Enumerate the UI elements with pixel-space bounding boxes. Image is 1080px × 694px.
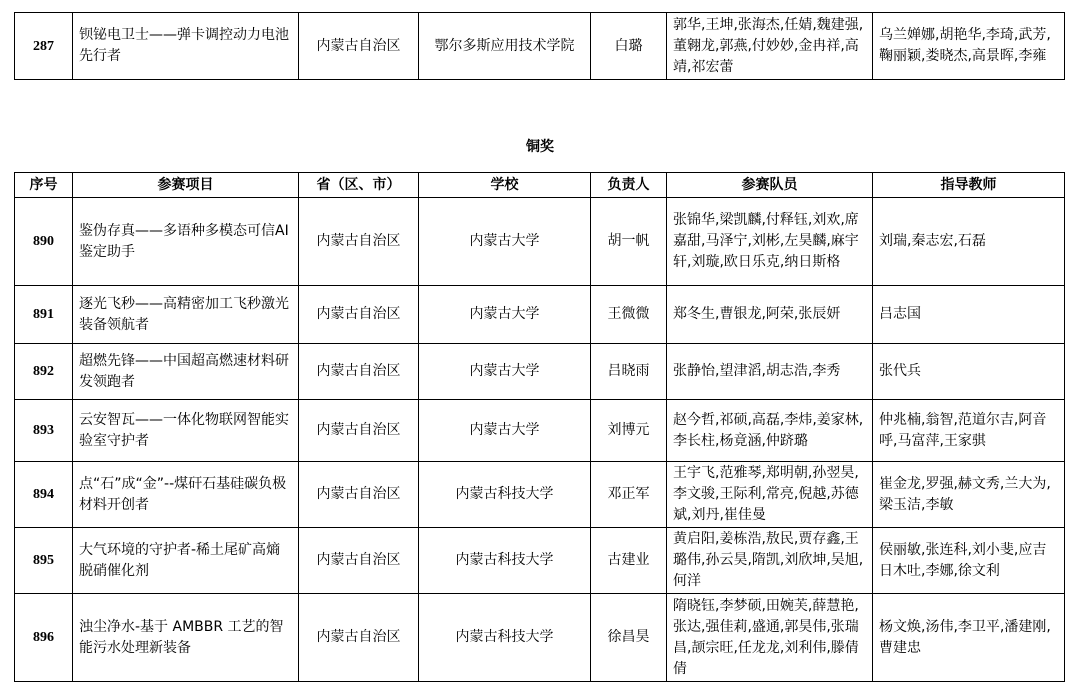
row-number: 890 bbox=[15, 198, 73, 286]
leader: 王微微 bbox=[591, 286, 667, 344]
advisors: 崔金龙,罗强,赫文秀,兰大为,梁玉洁,李敏 bbox=[873, 462, 1065, 528]
header-school: 学校 bbox=[419, 173, 591, 198]
leader: 邓正军 bbox=[591, 462, 667, 528]
advisors: 杨文焕,汤伟,李卫平,潘建刚,曹建忠 bbox=[873, 594, 1065, 682]
school: 内蒙古科技大学 bbox=[419, 528, 591, 594]
province: 内蒙古自治区 bbox=[299, 462, 419, 528]
team-members: 郭华,王坤,张海杰,任婧,魏建强,董翱龙,郭燕,付妙妙,金冉祥,高靖,祁宏蕾 bbox=[667, 13, 873, 80]
province: 内蒙古自治区 bbox=[299, 400, 419, 462]
header-leader: 负责人 bbox=[591, 173, 667, 198]
table-row bbox=[15, 198, 1065, 286]
project-name: 鉴伪存真——多语种多模态可信AI 鉴定助手 bbox=[73, 198, 299, 286]
school: 内蒙古大学 bbox=[419, 344, 591, 400]
leader: 古建业 bbox=[591, 528, 667, 594]
table-header-row bbox=[15, 173, 1065, 198]
table-row bbox=[15, 286, 1065, 344]
advisors: 乌兰婵娜,胡艳华,李琦,武芳,鞠丽颖,娄晓杰,高景晖,李雍 bbox=[873, 13, 1065, 80]
province: 内蒙古自治区 bbox=[299, 594, 419, 682]
team-members: 王宇飞,范雅琴,郑明朝,孙翌昊,李文骏,王际利,常亮,倪越,苏德斌,刘丹,崔佳曼 bbox=[667, 462, 873, 528]
leader: 白璐 bbox=[591, 13, 667, 80]
table-row bbox=[15, 594, 1065, 682]
leader: 刘博元 bbox=[591, 400, 667, 462]
header-province: 省（区、市） bbox=[299, 173, 419, 198]
school: 内蒙古科技大学 bbox=[419, 462, 591, 528]
leader: 徐昌昊 bbox=[591, 594, 667, 682]
advisors: 吕志国 bbox=[873, 286, 1065, 344]
team-members: 郑冬生,曹银龙,阿荣,张辰妍 bbox=[667, 286, 873, 344]
row-number: 891 bbox=[15, 286, 73, 344]
project-name: 浊尘净水-基于 AMBBR 工艺的智能污水处理新装备 bbox=[73, 594, 299, 682]
leader: 吕晓雨 bbox=[591, 344, 667, 400]
award-level-title: 铜奖 bbox=[526, 139, 554, 155]
school: 内蒙古科技大学 bbox=[419, 594, 591, 682]
row-number: 893 bbox=[15, 400, 73, 462]
school: 内蒙古大学 bbox=[419, 198, 591, 286]
team-members: 隋晓钰,李梦硕,田婉芙,薛慧艳,张达,强佳莉,盛通,郭昊伟,张瑞昌,颉宗旺,任龙龙,刘利伟,滕倩倩 bbox=[667, 594, 873, 682]
advisors: 侯丽敏,张连科,刘小斐,应吉日木吐,李娜,徐文利 bbox=[873, 528, 1065, 594]
table-row bbox=[15, 400, 1065, 462]
table-row bbox=[15, 344, 1065, 400]
school: 内蒙古大学 bbox=[419, 400, 591, 462]
team-members: 张静怡,望津滔,胡志浩,李秀 bbox=[667, 344, 873, 400]
table-row bbox=[15, 462, 1065, 528]
team-members: 赵今哲,祁硕,高磊,李炜,姜家林,李长柱,杨竟涵,仲跻璐 bbox=[667, 400, 873, 462]
header-no: 序号 bbox=[15, 173, 73, 198]
project-name: 云安智瓦——一体化物联网智能实验室守护者 bbox=[73, 400, 299, 462]
row-number: 287 bbox=[15, 13, 73, 80]
advisors: 仲兆楠,翁智,范道尔吉,阿音呼,马富萍,王家骐 bbox=[873, 400, 1065, 462]
row-number: 892 bbox=[15, 344, 73, 400]
province: 内蒙古自治区 bbox=[299, 528, 419, 594]
school: 鄂尔多斯应用技术学院 bbox=[419, 13, 591, 80]
province: 内蒙古自治区 bbox=[299, 13, 419, 80]
row-number: 896 bbox=[15, 594, 73, 682]
project-name: 逐光飞秒——高精密加工飞秒激光装备领航者 bbox=[73, 286, 299, 344]
header-project: 参赛项目 bbox=[73, 173, 299, 198]
table-row bbox=[15, 528, 1065, 594]
team-members: 黄启阳,姜栋浩,敖民,贾存鑫,王璐伟,孙云昊,隋凯,刘欣坤,吴旭,何洋 bbox=[667, 528, 873, 594]
province: 内蒙古自治区 bbox=[299, 286, 419, 344]
project-name: 超燃先锋——中国超高燃速材料研发领跑者 bbox=[73, 344, 299, 400]
header-teachers: 指导教师 bbox=[873, 173, 1065, 198]
header-members: 参赛队员 bbox=[667, 173, 873, 198]
leader: 胡一帆 bbox=[591, 198, 667, 286]
row-number: 895 bbox=[15, 528, 73, 594]
row-number: 894 bbox=[15, 462, 73, 528]
project-name: 大气环境的守护者-稀土尾矿高熵脱硝催化剂 bbox=[73, 528, 299, 594]
project-name: 点“石”成“金”--煤矸石基硅碳负极材料开创者 bbox=[73, 462, 299, 528]
advisors: 张代兵 bbox=[873, 344, 1065, 400]
school: 内蒙古大学 bbox=[419, 286, 591, 344]
table-row bbox=[15, 13, 1065, 80]
advisors: 刘瑞,秦志宏,石磊 bbox=[873, 198, 1065, 286]
province: 内蒙古自治区 bbox=[299, 344, 419, 400]
previous-award-table bbox=[14, 12, 1065, 80]
bronze-award-table bbox=[14, 172, 1065, 682]
project-name: 钡铋电卫士——弹卡调控动力电池先行者 bbox=[73, 13, 299, 80]
team-members: 张锦华,梁凯麟,付释钰,刘欢,席嘉甜,马泽宁,刘彬,左昊麟,麻宇轩,刘璇,欧日乐克,纳日斯格 bbox=[667, 198, 873, 286]
province: 内蒙古自治区 bbox=[299, 198, 419, 286]
